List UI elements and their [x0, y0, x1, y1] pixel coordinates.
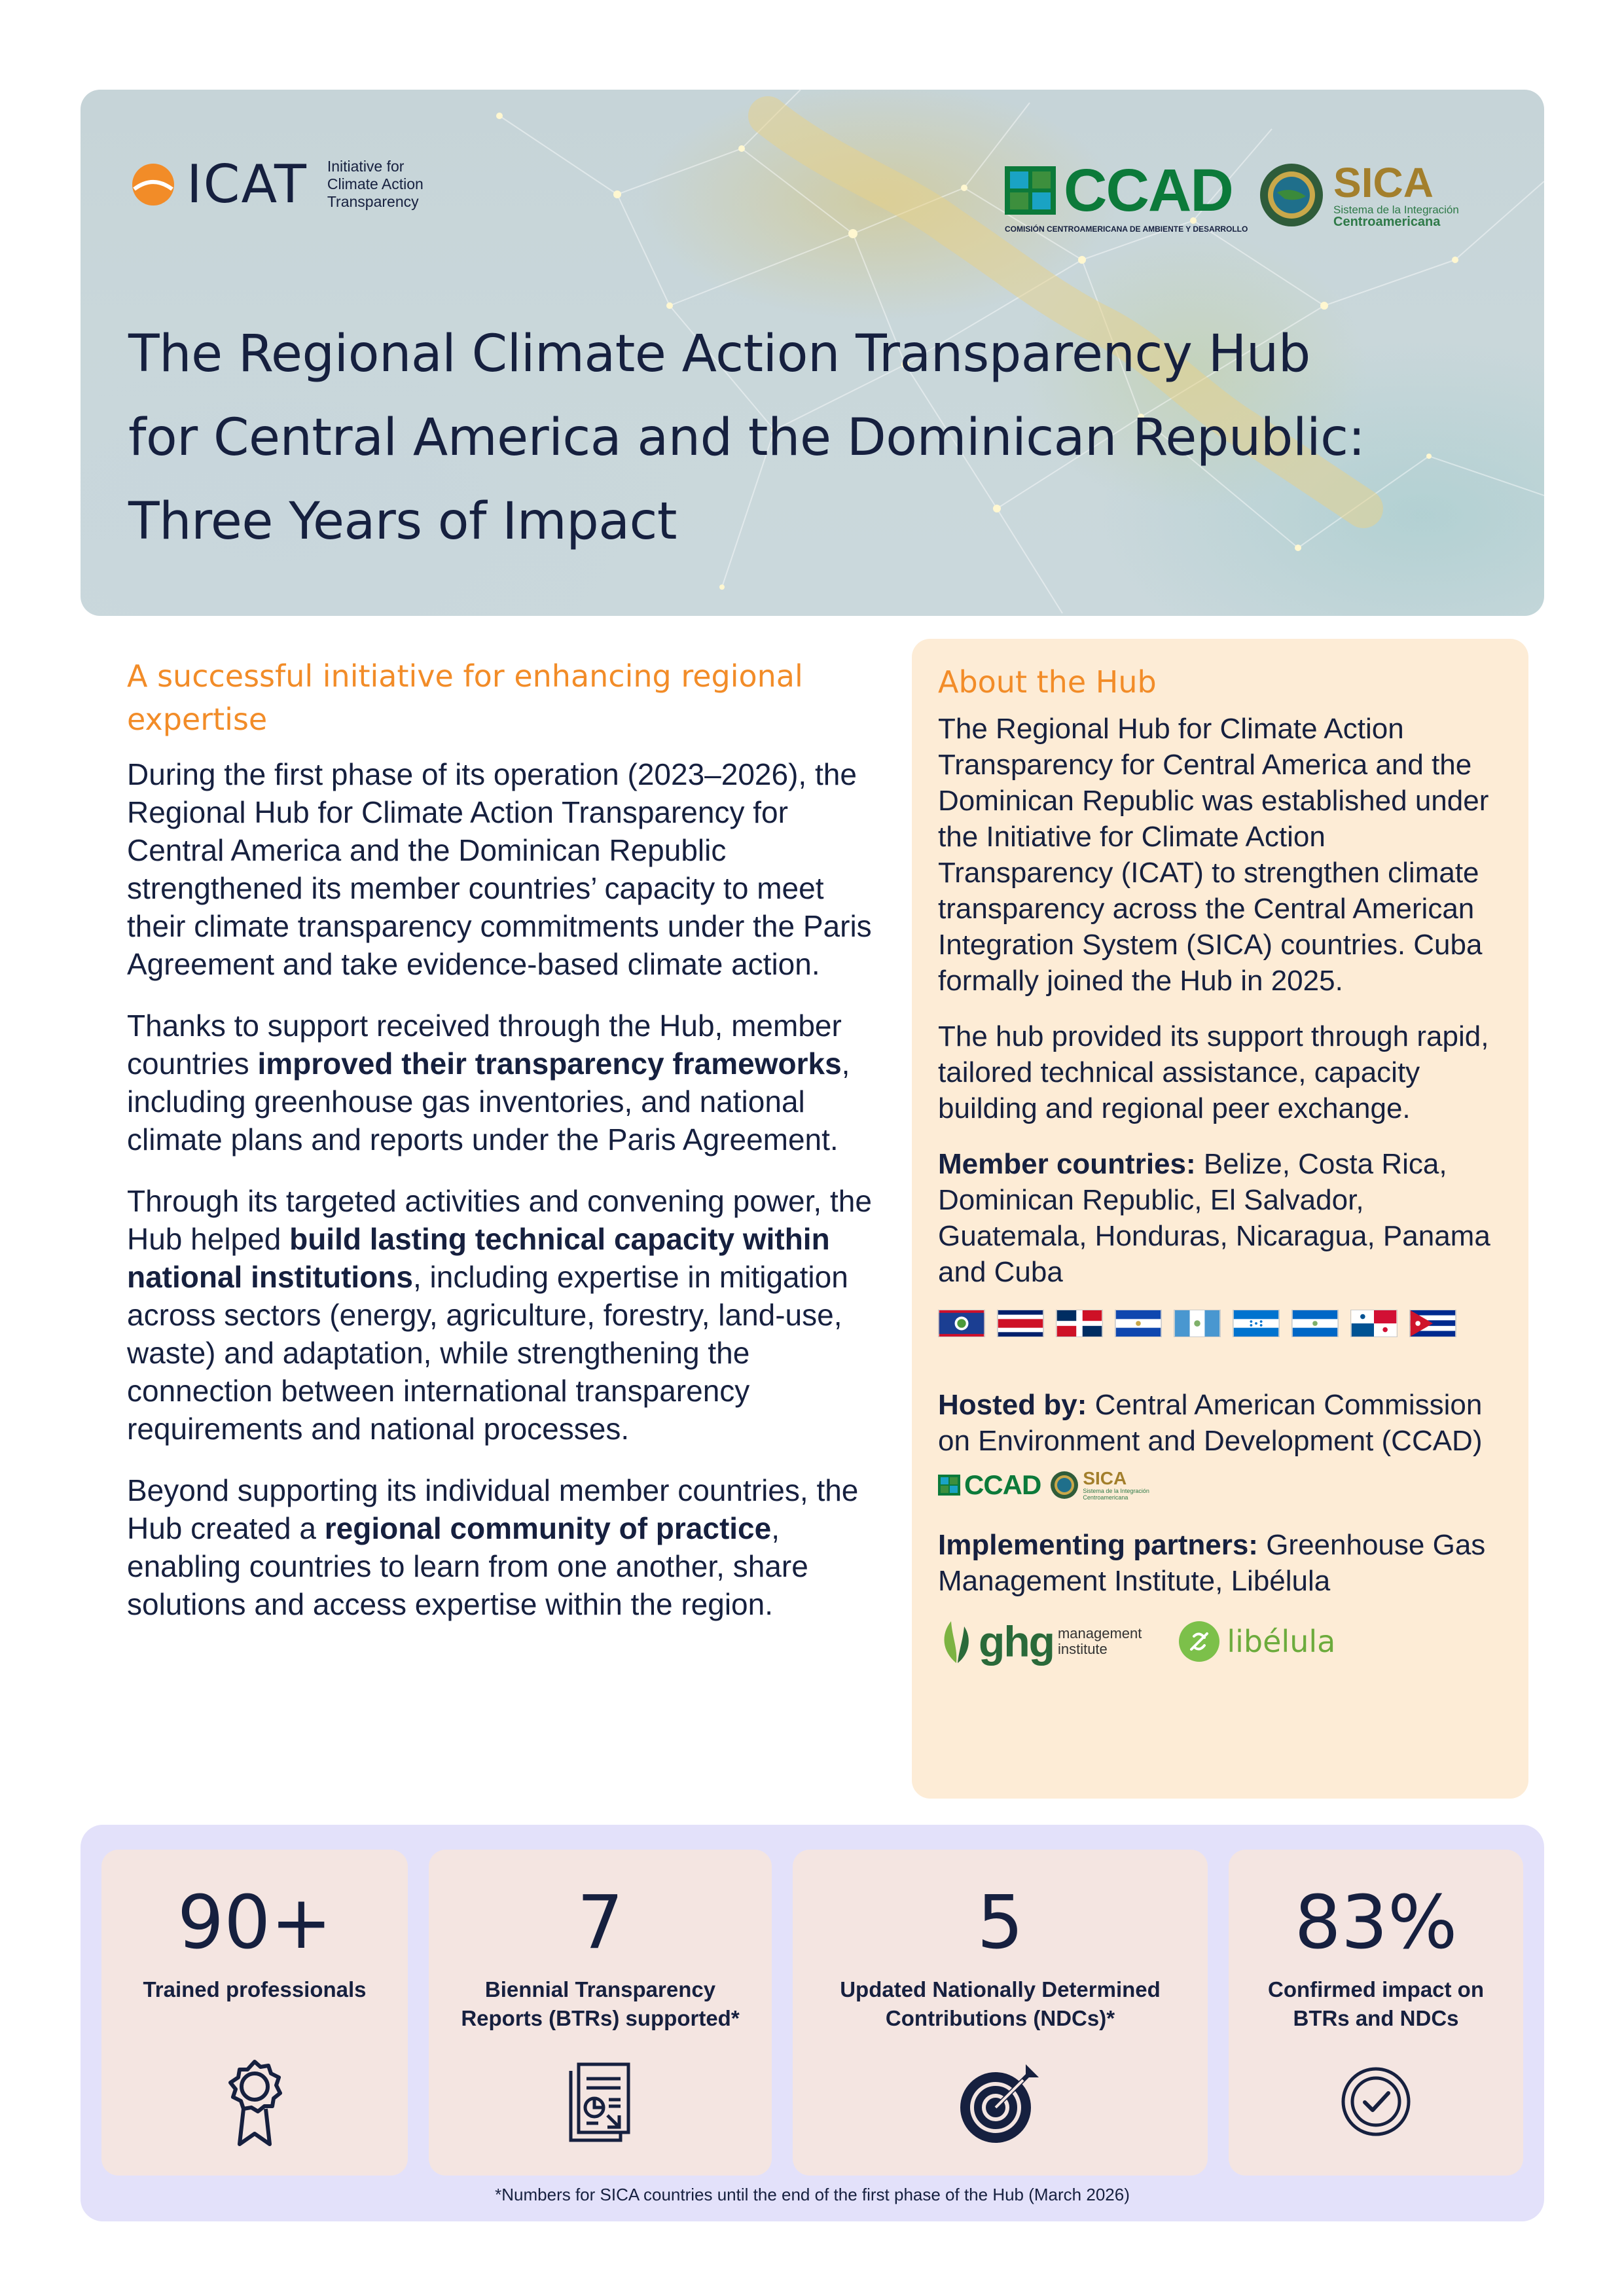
report-document-icon — [564, 2059, 636, 2144]
stat-card-btrs — [429, 1850, 772, 2176]
dominican-republic-flag — [1056, 1310, 1103, 1337]
stat-label: Biennial Transparency Reports (BTRs) supported* — [461, 1977, 740, 2030]
mini-sica-logo — [1050, 1469, 1149, 1501]
ccad-emblem-icon — [1005, 166, 1056, 215]
icat-sun-icon — [132, 163, 175, 206]
intro-paragraph-1: During the first phase of its operation (2023–2026), the Regional Hub for Climate Action Transparency for Central America and the Dominican Republic strengthened its member countries’ capacity to meet their climate transparency commitments under the Paris Agreement and take evidence-based climate action. — [127, 757, 872, 981]
footnote: *Numbers for SICA countries until the end of the first phase of the Hub (March 2026) — [495, 2185, 1130, 2204]
sica-subtitle-line2: Centroamericana — [1333, 215, 1441, 229]
member-countries: Member countries: Belize, Costa Rica, Dominican Republic, El Salvador, Guatemala, Honduras, Nicaragua, Panama and Cuba — [938, 1148, 1490, 1288]
icat-logo — [132, 153, 452, 215]
stat-card-ndcs — [793, 1850, 1208, 2176]
belize-flag — [938, 1310, 985, 1337]
honduras-flag — [1233, 1310, 1280, 1337]
guatemala-flag — [1174, 1310, 1221, 1337]
stat-value: 7 — [577, 1880, 624, 1965]
icat-subtitle: Initiative for Climate Action Transparency — [327, 158, 424, 210]
intro-section — [127, 655, 880, 1647]
highlight-technical-capacity: build lasting technical capacity within national institutions — [127, 1222, 830, 1294]
intro-paragraph-2: Thanks to support received through the Hub, member countries improved their transparency frameworks, including greenhouse gas inventories, and national climate plans and reports under the Paris Agreement. — [127, 1009, 850, 1157]
mini-ccad-wordmark: CCAD — [964, 1469, 1041, 1500]
cuba-flag — [1409, 1310, 1456, 1337]
impact-stats — [81, 1825, 1544, 2221]
stat-card-trained — [101, 1850, 408, 2176]
stat-card-impact — [1229, 1850, 1523, 2176]
leaf-icon — [938, 1619, 975, 1664]
libelula-wordmark: libélula — [1227, 1624, 1336, 1659]
icat-wordmark: ICAT — [187, 153, 308, 215]
ccad-caption: COMISIÓN CENTROAMERICANA DE AMBIENTE Y DESARROLLO — [1005, 224, 1248, 234]
intro-paragraph-3: Through its targeted activities and convening power, the Hub helped build lasting technical capacity within national institutions, including expertise in mitigation across sectors (energy, agriculture, forestry, land-use, waste) and adaptation, while strengthening the connection between international transparency requirements and national processes. — [127, 1184, 872, 1446]
ghg-wordmark: ghg — [979, 1617, 1054, 1666]
about-paragraph-1: The Regional Hub for Climate Action Transparency for Central America and the Dominican Republic was established under the Initiative for Climate Action Transparency (ICAT) to strengthen climate transparency across the Central American Integration System (SICA) countries. Cuba formally joined the Hub in 2025. — [938, 713, 1489, 997]
sica-wordmark: SICA — [1333, 159, 1434, 206]
check-circle-icon — [1340, 2066, 1412, 2138]
mini-sica-wordmark: SICA — [1083, 1468, 1127, 1488]
ccad-wordmark: CCAD — [1064, 157, 1233, 224]
dragonfly-icon — [1178, 1621, 1220, 1662]
stat-label: Updated Nationally Determined Contributions (NDCs)* — [840, 1977, 1161, 2030]
about-heading: About the Hub — [938, 664, 1157, 700]
costa-rica-flag — [997, 1310, 1044, 1337]
ghg-subtitle-2: institute — [1057, 1641, 1108, 1657]
ghg-subtitle-1: management — [1057, 1625, 1142, 1641]
partner-logos — [938, 1619, 1502, 1664]
host-logos — [938, 1469, 1502, 1501]
panama-flag — [1350, 1310, 1398, 1337]
about-paragraph-2: The hub provided its support through rapid, tailored technical assistance, capacity building and regional peer exchange. — [938, 1020, 1489, 1124]
award-ribbon-icon — [225, 2059, 284, 2151]
highlight-transparency-frameworks: improved their transparency frameworks — [257, 1047, 842, 1081]
mini-sica-subtitle-1: Sistema de la Integración — [1083, 1488, 1149, 1494]
about-hub-panel — [912, 639, 1528, 1799]
stat-value: 5 — [977, 1880, 1024, 1965]
hero-banner — [81, 90, 1544, 616]
stat-label: Trained professionals — [143, 1977, 367, 2001]
stat-value: 83% — [1294, 1880, 1458, 1965]
stat-value: 90+ — [177, 1880, 333, 1965]
ccad-logo — [1005, 157, 1248, 234]
libelula-logo — [1178, 1621, 1335, 1662]
stat-label: Confirmed impact on BTRs and NDCs — [1267, 1977, 1485, 2030]
sica-seal-icon — [1259, 162, 1324, 228]
sica-seal-icon — [1050, 1471, 1079, 1499]
ccad-emblem-icon — [938, 1475, 960, 1496]
mini-ccad-logo — [938, 1469, 1041, 1501]
implementing-partners: Implementing partners: Greenhouse Gas Management Institute, Libélula — [938, 1529, 1486, 1597]
intro-heading: A successful initiative for enhancing regional expertise — [127, 658, 803, 737]
page-title: The Regional Climate Action Transparency Hub for Central America and the Dominican Republic: Three Years of Impact — [128, 325, 1365, 551]
intro-paragraph-4: Beyond supporting its individual member countries, the Hub created a regional community of practice, enabling countries to learn from one another, share solutions and access expertise within the region. — [127, 1473, 859, 1621]
sica-logo — [1259, 159, 1459, 229]
el-salvador-flag — [1115, 1310, 1162, 1337]
sica-subtitle-line1: Sistema de la Integración — [1333, 204, 1459, 216]
target-arrow-icon — [958, 2060, 1043, 2145]
hosted-by: Hosted by: Central American Commission on Environment and Development (CCAD) — [938, 1389, 1483, 1457]
highlight-community-of-practice: regional community of practice — [324, 1511, 772, 1545]
ghg-management-institute-logo — [938, 1619, 1142, 1664]
nicaragua-flag — [1291, 1310, 1339, 1337]
mini-sica-subtitle-2: Centroamericana — [1083, 1494, 1128, 1501]
member-flags — [938, 1310, 1502, 1337]
